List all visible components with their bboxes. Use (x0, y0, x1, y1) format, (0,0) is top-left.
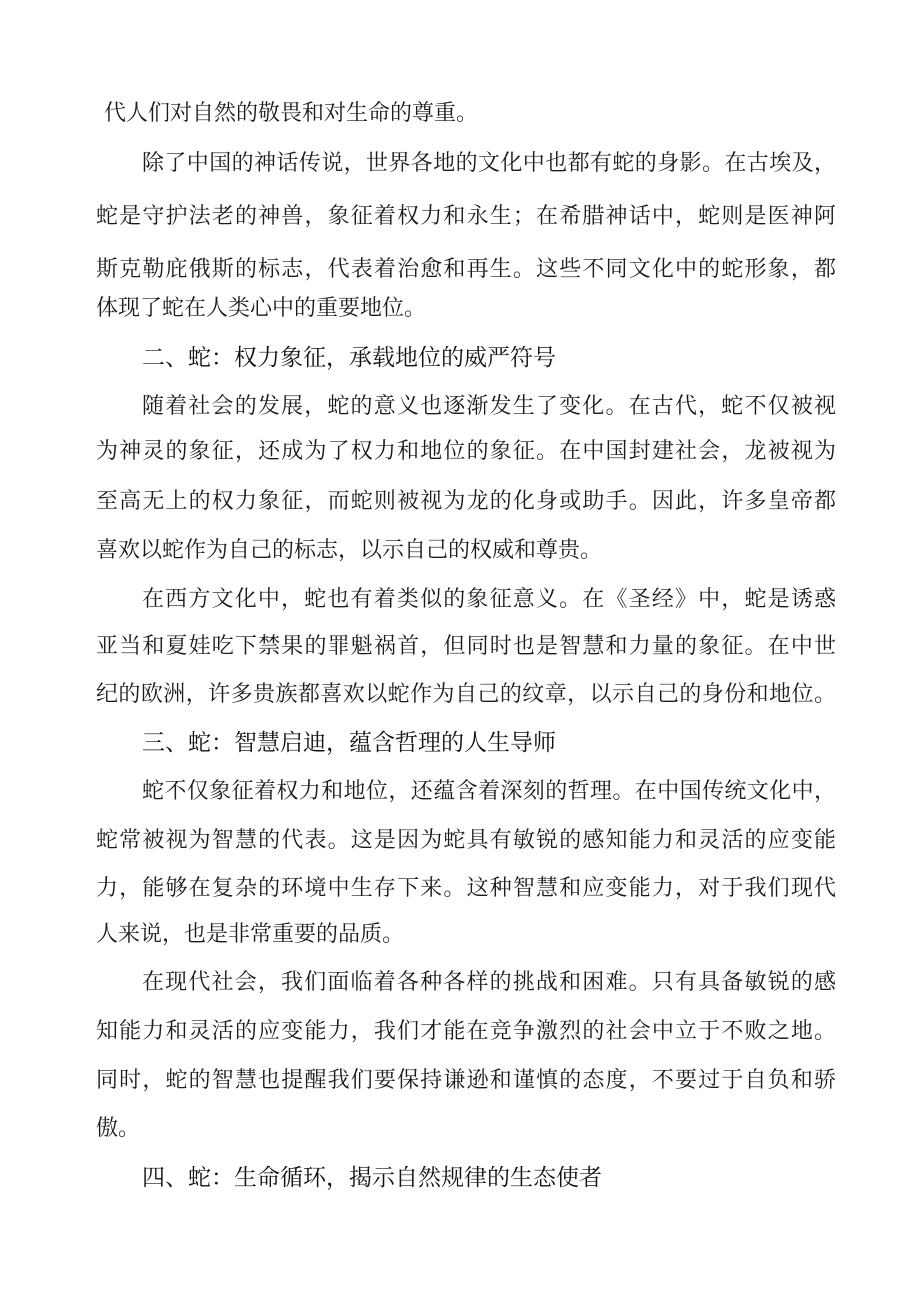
text-line: 喜欢以蛇作为自己的标志，以示自己的权威和尊贵。 (96, 538, 603, 563)
text-line: 人来说，也是非常重要的品质。 (96, 922, 405, 947)
text-line: 蛇常被视为智慧的代表。这是因为蛇具有敏锐的感知能力和灵活的应变能 (96, 828, 836, 853)
paragraph-first-line: 除了中国的神话传说，世界各地的文化中也都有蛇的身影。在古埃及， (142, 151, 836, 176)
text-line: 为神灵的象征，还成为了权力和地位的象征。在中国封建社会，龙被视为 (96, 439, 836, 464)
section-heading-2: 二、蛇：权力象征，承载地位的威严符号 (142, 345, 556, 371)
text-line: 亚当和夏娃吃下禁果的罪魁祸首，但同时也是智慧和力量的象征。在中世 (96, 634, 836, 659)
section-heading-3: 三、蛇：智慧启迪，蕴含哲理的人生导师 (142, 730, 556, 756)
text-line: 力，能够在复杂的环境中生存下来。这种智慧和应变能力，对于我们现代 (96, 876, 836, 901)
text-line: 至高无上的权力象征，而蛇则被视为龙的化身或助手。因此，许多皇帝都 (96, 489, 836, 514)
text-line: 斯克勒庇俄斯的标志，代表着治愈和再生。这些不同文化中的蛇形象，都 (96, 257, 836, 282)
paragraph-first-line: 在现代社会，我们面临着各种各样的挑战和困难。只有具备敏锐的感 (142, 970, 836, 995)
paragraph-first-line: 在西方文化中，蛇也有着类似的象征意义。在《圣经》中，蛇是诱惑 (142, 587, 836, 612)
text-line: 体现了蛇在人类心中的重要地位。 (96, 296, 427, 321)
section-heading-4: 四、蛇：生命循环，揭示自然规律的生态使者 (142, 1165, 602, 1191)
text-line: 纪的欧洲，许多贵族都喜欢以蛇作为自己的纹章，以示自己的身份和地位。 (96, 682, 836, 707)
text-line: 同时，蛇的智慧也提醒我们要保持谦逊和谨慎的态度，不要过于自负和骄 (96, 1068, 836, 1093)
paragraph-first-line: 蛇不仅象征着权力和地位，还蕴含着深刻的哲理。在中国传统文化中， (142, 779, 836, 804)
text-line: 代人们对自然的敬畏和对生命的尊重。 (104, 101, 479, 126)
text-line: 傲。 (96, 1116, 141, 1141)
text-line: 知能力和灵活的应变能力，我们才能在竞争激烈的社会中立于不败之地。 (96, 1019, 836, 1044)
paragraph-first-line: 随着社会的发展，蛇的意义也逐渐发生了变化。在古代，蛇不仅被视 (142, 394, 836, 419)
text-line: 蛇是守护法老的神兽，象征着权力和永生；在希腊神话中，蛇则是医神阿 (96, 204, 836, 229)
